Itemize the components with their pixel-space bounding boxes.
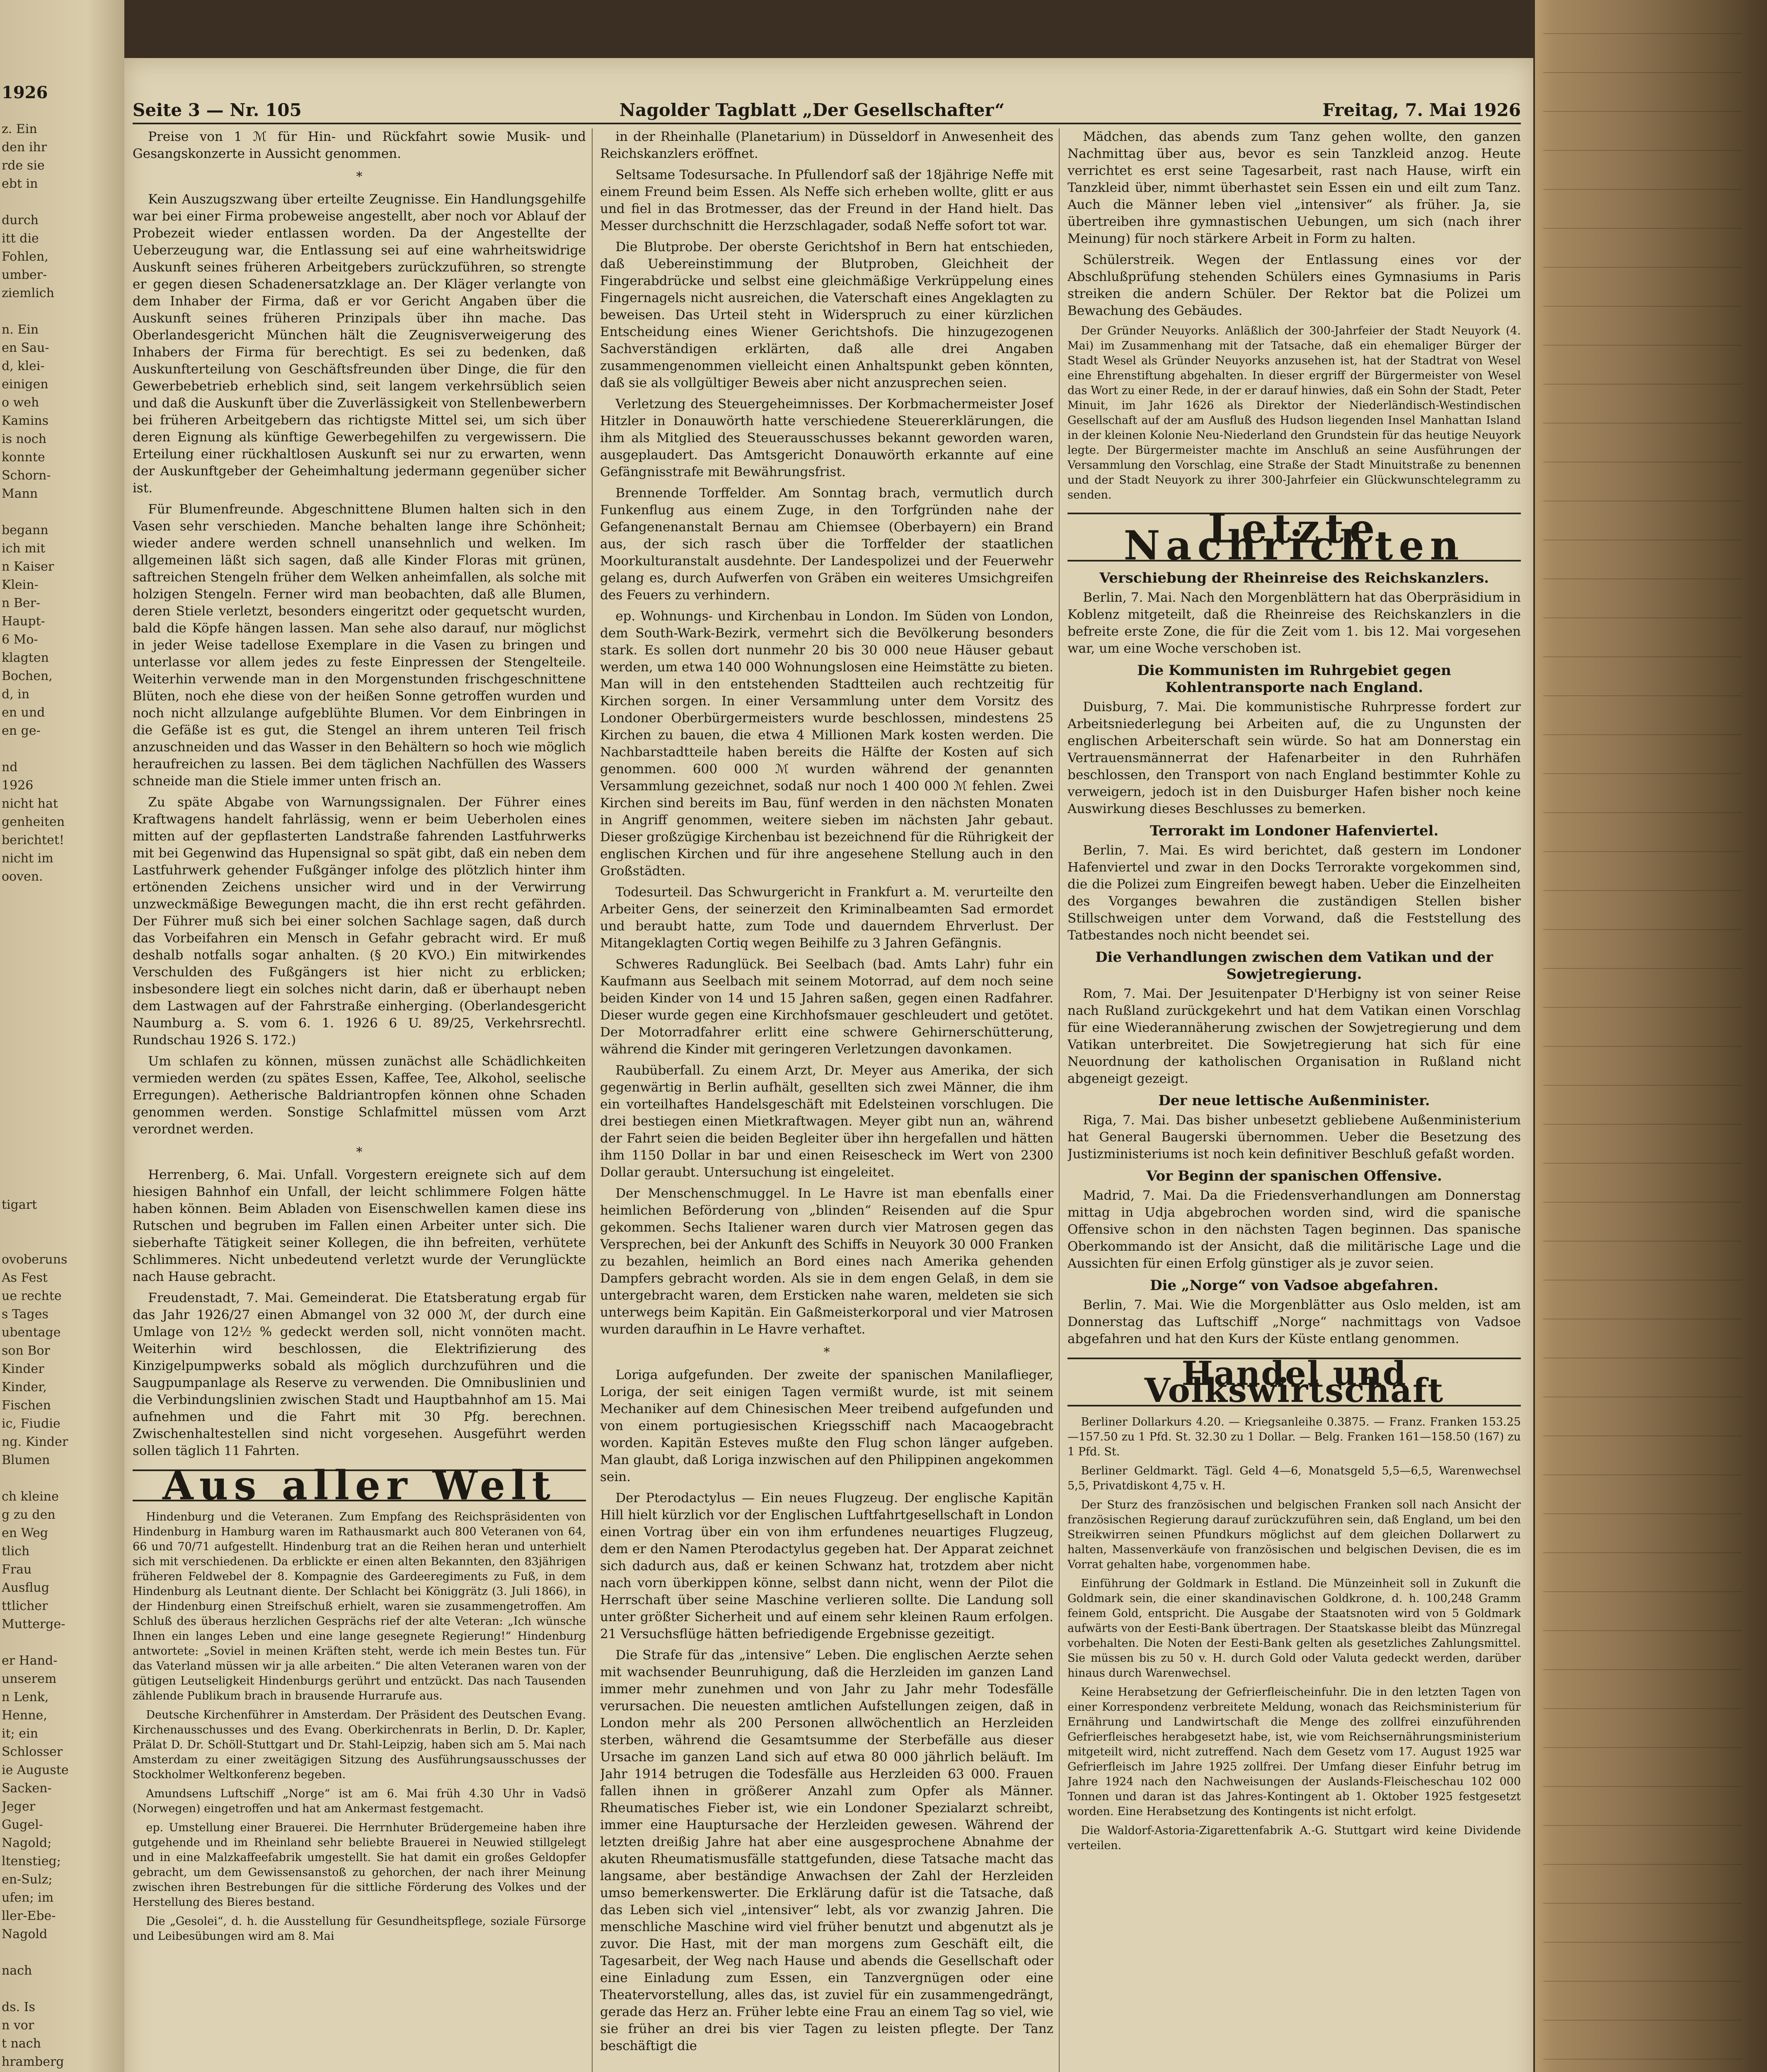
left-page-line: Kamins — [2, 414, 49, 428]
left-page-line: is noch — [2, 432, 47, 446]
page-edge-stripe — [1543, 1669, 1742, 1670]
page-edge-stripe — [1543, 656, 1742, 657]
page-edge-stripe — [1543, 33, 1742, 34]
left-page-line: n. Ein — [2, 322, 39, 337]
left-page-line: genheiten — [2, 815, 65, 829]
page-edge-stripe — [1543, 1708, 1742, 1709]
left-page-line: Klein- — [2, 578, 39, 592]
page-edge-stripe — [1543, 189, 1742, 190]
left-page-line — [2, 1032, 109, 1050]
left-page-line: begann — [2, 523, 48, 537]
news-headline: Die Kommunisten im Ruhrgebiet gegen Kohlentransporte nach England. — [1137, 662, 1451, 696]
header-date: Freitag, 7. Mai 1926 — [1322, 100, 1521, 120]
left-page-line: einigen — [2, 377, 48, 392]
left-page-line: Mutterge- — [2, 1617, 65, 1631]
economy-text: Die Waldorf-Astoria-Zigarettenfabrik A.-G. Stuttgart wird keine Dividende verteilen. — [1067, 1824, 1521, 1852]
page-edge-stripe — [1543, 1864, 1742, 1865]
page-edge-stripe — [1543, 890, 1742, 891]
left-page-line: d, klei- — [2, 359, 45, 373]
news-text: Madrid, 7. Mai. Da die Friedensverhandlungen am Donnerstag mittag in Udja abgebrochen worden sind, wird die spanische Offensive schon in den nächsten Tagen beginnen. Das spanische Oberkommando ist der Ansicht, daß die militärische Lage und die Aussichten für einen Erfolg günstiger als je zuvor seien. — [1067, 1188, 1521, 1271]
left-page-line — [2, 1141, 109, 1159]
left-page-line: ttlicher — [2, 1599, 48, 1613]
left-page-line: Fischen — [2, 1398, 51, 1413]
left-page-line: ovoberuns — [2, 1252, 68, 1267]
left-page-header: 1926 — [2, 83, 48, 102]
left-page-line: den ihr — [2, 140, 47, 155]
page-edge-stripe — [1543, 812, 1742, 813]
left-page-line: ds. Is — [2, 2000, 35, 2014]
article-text: in der Rheinhalle (Planetarium) in Düsseldorf in Anwesenheit des Reichskanzlers eröffnet. — [600, 129, 1053, 161]
page-edge-stripe — [1543, 851, 1742, 852]
left-page-line: rde sie — [2, 158, 45, 173]
page-edge-stripe — [1543, 423, 1742, 424]
article-steuergeheimnis: Verletzung des Steuergeheimnisses. Der Korbmachermeister Josef Hitzler in Donauwörth hatte verschiedene Steuererklärungen, die ihm als Mitglied des Steuerausschusses bekannt geworden waren, ausgeplaudert. Das Amtsgericht Donauwörth erkannte auf eine Gefängnisstrafe mit Bewährungsfrist. — [600, 397, 1053, 479]
economy-text: Keine Herabsetzung der Gefrierfleischeinfuhr. Die in den letzten Tagen von einer Korrespondenz verbreitete Meldung, wonach das Reichsministerium für Ernährung und Landwirtschaft die Menge des zollfrei einzuführenden Gefrierfleisches herabgesetzt habe, ist, wie vom Reichsernährungsministerium mitgeteilt wird, nicht zutreffend. Nach dem Gesetz vom 17. August 1925 war Gefrierfleisch im Jahre 1925 zollfrei. Der Umfang dieser Einfuhr betrug im Jahre 1924 nach den Nachweisungen der Auslands-Fleischeschau 102 000 Tonnen und daran ist das Jahres-Kontingent ab 1. Oktober 1925 festgesetzt worden. Eine Herabsetzung des Kontingents ist nicht erfolgt. — [1067, 1686, 1521, 1818]
left-page-line — [2, 1105, 109, 1123]
left-page-line: Nagold; — [2, 1836, 52, 1850]
left-page-line: 1926 — [2, 778, 34, 793]
left-page-line: n Ber- — [2, 596, 41, 610]
left-page-line — [2, 1178, 109, 1196]
left-page-line — [2, 1469, 109, 1488]
left-page-line: ller-Ebe- — [2, 1909, 56, 1923]
left-page-line: n Lenk, — [2, 1690, 49, 1704]
left-page-line: Blumen — [2, 1453, 50, 1467]
left-page-line: n Kaiser — [2, 559, 54, 574]
page-edge-stripe — [1543, 1513, 1742, 1514]
left-page-line: Jeger — [2, 1799, 36, 1814]
news-headline: Der neue lettische Außenminister. — [1158, 1092, 1430, 1109]
left-page-line: ufen; im — [2, 1890, 54, 1905]
left-page-line: en Weg — [2, 1526, 48, 1540]
page-edge-stripe — [1543, 968, 1742, 969]
article-kirchenfuehrer: Deutsche Kirchenführer in Amsterdam. Der Präsident des Deutschen Evang. Kirchenausschusses und des Evang. Oberkirchenrats in Berlin, D. Dr. Kapler, Prälat D. Dr. Schöll-Stuttgart und Dr. Stahl-Leipzig, haben sich am 5. Mai nach Amsterdam zu einer zweitägigen Sitzung des Ausführungsausschusses der Stockholmer Weltkonferenz begeben. — [133, 1709, 586, 1781]
page-edge-stripe — [1543, 345, 1742, 346]
article-todesurteil: Todesurteil. Das Schwurgericht in Frankfurt a. M. verurteilte den Arbeiter Gens, der seinerzeit den Kriminalbeamten Sad ermordet und beraubt hatte, zum Tode und dauerndem Ehrverlust. Der Mitangeklagten Cortiq wegen Beihilfe zu 3 Jahren Gefängnis. — [600, 885, 1053, 951]
article-kirchenbau-london: ep. Wohnungs- und Kirchenbau in London. Im Süden von London, dem South-Wark-Bezirk, vermehrt sich die Bevölkerung besonders stark. Es sollen dort nunmehr 20 bis 30 000 neue Häuser gebaut werden, um etwa 140 000 Wohnungslosen eine Heimstätte zu bieten. Man will in den entstehenden Stadtteilen auch rechtzeitig für Kirchen sorgen. In einer Versammlung unter dem Vorsitz des Londoner Oberbürgermeisters wurde beschlossen, mindestens 25 Kirchen zu bauen, die etwa 4 Millionen Mark kosten werden. Die Nachbarstadtteile haben bereits die Hälfte der Kosten auf sich genommen. 600 000 ℳ wurden während der genannten Versammlung gezeichnet, sodaß nur noch 1 400 000 ℳ fehlen. Zwei Kirchen sind bereits im Bau, fünf werden in den nächsten Monaten in Angriff genommen, weitere sieben im nächsten Jahr gebaut. Dieser großzügige Kirchenbau ist bezeichnend für die Rührigkeit der englischen Kirchen und für ihre angesehene Stellung auch in den Großstädten. — [600, 609, 1053, 879]
left-page-line: ic, Fiudie — [2, 1416, 61, 1431]
left-page-line: ziemlich — [2, 286, 54, 300]
news-text: Berlin, 7. Mai. Es wird berichtet, daß gestern im Londoner Hafenviertel und zwar in den Docks Terrorakte vorgekommen sind, die die Polizei zum Eingreifen bewegt haben. Ueber die Einzelheiten des Vorganges bewahren die zuständigen Stellen bisher Stillschweigen unter dem Vorwand, daß die Feststellung des Tatbestandes noch nicht beendet sei. — [1067, 843, 1521, 943]
left-page-line: Kinder, — [2, 1380, 47, 1394]
section-heading-letzte-nachrichten: Letzte Nachrichten — [1067, 513, 1521, 562]
page-edge-stripe — [1543, 773, 1742, 774]
left-page-fragments — [0, 0, 109, 2072]
left-page-line: ooven. — [2, 869, 43, 884]
left-page-line: 6 Mo- — [2, 632, 38, 647]
left-page-line: Schlosser — [2, 1745, 63, 1759]
page-edge-stripe — [1543, 734, 1742, 735]
left-page-line: ng. Kinder — [2, 1435, 68, 1449]
economy-text: Der Sturz des französischen und belgischen Franken soll nach Ansicht der französischen Regierung darauf zurückzuführen sein, daß England, um bei den Streikwirren seinen Pfundkurs möglichst auf dem gleichen Dollarwert zu halten, Massenverkäufe von französischen und belgischen Devisen, die es im Vorrat gehalten habe, vorgenommen habe. — [1067, 1498, 1521, 1571]
left-page-line: itt die — [2, 231, 39, 246]
left-page-line — [2, 959, 109, 977]
article-text: Preise von 1 ℳ für Hin- und Rückfahrt sowie Musik- und Gesangskonzerte in Aussicht genommen. — [133, 129, 586, 161]
economy-text: Einführung der Goldmark in Estland. Die Münzeinheit soll in Zukunft die Goldmark sein, die einer skandinavischen Goldkrone, d. h. 100,248 Gramm feinem Gold, entspricht. Die Ausgabe der Staatsnoten wird von 5 Goldmark aufwärts von der Eesti-Bank übertragen. Der Staatskasse bleibt das Münzregal vorbehalten. Die Noten der Eesti-Bank gelten als gesetzliches Zahlungsmittel. Sie müssen bis zu 50 v. H. durch Gold oder Valuta gedeckt werden, darüber hinaus durch Warenwechsel. — [1067, 1577, 1521, 1680]
page-edge-stripe — [1543, 150, 1742, 151]
article-brauerei: ep. Umstellung einer Brauerei. Die Herrnhuter Brüdergemeine haben ihre gutgehende und im Rheinland sehr beliebte Brauerei in Neuwied stillgelegt und in eine Malzkaffeefabrik umgestellt. Sie hat damit ein großes Geldopfer gebracht, um dem Gewissensanstoß zu gehorchen, der nach ihrer Meinung zwischen ihren Bestrebungen für die sittliche Förderung des Volkes und der Herstellung des Bieres bestand. — [133, 1821, 586, 1909]
page-edge-stripe — [1543, 929, 1742, 930]
book-binding-edge — [1535, 0, 1767, 2072]
left-page-line: en ge- — [2, 724, 41, 738]
header-page-number: Seite 3 — Nr. 105 — [133, 100, 302, 120]
adjacent-left-page — [0, 0, 124, 2072]
left-page-line: ebt in — [2, 177, 38, 191]
left-page-line: Nagold — [2, 1927, 48, 1941]
left-page-line: konnte — [2, 450, 45, 465]
page-edge-stripe — [1543, 1942, 1742, 1943]
left-page-line — [2, 941, 109, 959]
page-edge-stripe — [1543, 2059, 1742, 2060]
left-page-line — [2, 1159, 109, 1178]
left-page-line: Sacken- — [2, 1781, 52, 1796]
page-edge-stripe — [1543, 1786, 1742, 1787]
page-edge-stripe — [1543, 1124, 1742, 1125]
economy-text: Berliner Dollarkurs 4.20. — Kriegsanleihe 0.3875. — Franz. Franken 153.25—157.50 zu 1 Pfd. St. 32.30 zu 1 Dollar. — Belg. Franken 161—158.50 (167) zu 1 Pfd. St. — [1067, 1416, 1521, 1458]
left-page-line — [2, 904, 109, 922]
article-blutprobe: Die Blutprobe. Der oberste Gerichtshof in Bern hat entschieden, daß Uebereinstimmung der Blutproben, Gleichheit der Fingerabdrücke und selbst eine gleichmäßige Verkrüppelung eines Fingernagels nicht ausreichen, die Vaterschaft eines Angeklagten zu beweisen. Das Urteil steht in Widerspruch zu einer kürzlichen Entscheidung eines Wiener Gerichtshofs. Die hinzugezogenen Sachverständigen erklärten, daß alle drei Angaben zusammengenommen vielleicht einen Anhaltspunkt geben könnten, daß sie als vollgültiger Beweis aber nicht anzusprechen seien. — [600, 240, 1053, 390]
left-page-line — [2, 1123, 109, 1141]
left-page-line: Frau — [2, 1562, 32, 1577]
left-page-line: en und — [2, 705, 45, 720]
left-page-line: z. Ein — [2, 122, 37, 136]
article-herrenberg: Herrenberg, 6. Mai. Unfall. Vorgestern ereignete sich auf dem hiesigen Bahnhof ein Unfall, der leicht schlimmere Folgen hätte haben können. Beim Abladen von Eisenschwellen kamen diese ins Rutschen und begruben im Fallen einen Arbeiter unter sich. Die sieberhafte Tätigkeit seiner Kollegen, die ihn befreiten, verhütete Schlimmeres. Nicht unbedeutend verletzt wurde der Verunglückte nach Hause gebracht. — [133, 1167, 586, 1284]
article-pterodactylus: Der Pterodactylus — Ein neues Flugzeug. Der englische Kapitän Hill hielt kürzlich vor der Englischen Luftfahrtgesellschaft in London einen Vortrag über ein von ihm erfundenes neuartiges Flugzeug, dem er den Namen Pterodactylus gegeben hat. Der Apparat zeichnet sich dadurch aus, daß er keinen Schwanz hat, trotzdem aber nicht nach vorn überkippen könne, selbst dann nicht, wenn der Pilot die Herrschaft über seine Maschine verlieren sollte. Die Landung soll unter größter Sicherheit und auf einem sehr kleinen Raum erfolgen. 21 Versuchsflüge hätten befriedigende Ergebnisse gezeitigt. — [600, 1491, 1053, 1641]
news-text: Riga, 7. Mai. Das bisher unbesetzt gebliebene Außenministerium hat General Baugerski übernommen. Ueber die Besetzung des Justizministeriums ist noch kein definitiver Beschluß gefaßt worden. — [1067, 1113, 1521, 1162]
left-page-line: Ausflug — [2, 1581, 49, 1595]
left-page-line — [2, 1634, 109, 1652]
left-page-line: d, in — [2, 687, 30, 702]
left-page-line: ie Auguste — [2, 1763, 69, 1777]
left-page-line: it; ein — [2, 1726, 38, 1741]
page-edge-stripe — [1543, 72, 1742, 73]
left-page-line: Henne, — [2, 1708, 47, 1723]
article-gruender-neuyork: Der Gründer Neuyorks. Anläßlich der 300-Jahrfeier der Stadt Neuyork (4. Mai) im Zusammenhang mit der Tatsache, daß ein ehemaliger Bürger der Stadt Wesel als Gründer Neuyorks anzusehen ist, hat der Stadtrat von Wesel eine Ehrenstiftung abgehalten. In dieser ergriff der Bürgermeister von Wesel das Wort zu einer Rede, in der er darauf hinwies, daß ein Sohn der Stadt, Peter Minuit, im Jahr 1626 als Direktor der Niederländisch-Westindischen Gesellschaft auf der am Ausfluß des Hudson liegenden Insel Manhattan Island in der kleinen Kolonie Neu-Niederland den Grundstein für das heutige Neuyork legte. Der Bürgermeister machte im Anschluß an seine Ausführungen der Versammlung den Vorschlag, eine Straße der Stadt Minuitstraße zu benennen und der Stadt Neuyork zu ihrer 300-Jahrfeier ein Glückwunschtelegramm zu senden. — [1067, 324, 1521, 501]
article-freudenstadt: Freudenstadt, 7. Mai. Gemeinderat. Die Etatsberatung ergab für das Jahr 1926/27 einen Abmangel von 32 000 ℳ, der durch eine Umlage von 12½ % gedeckt werden soll, nicht vonnöten macht. Weiterhin wird beschlossen, die Elektrifizierung des Kinzigelpumpwerks sobald als möglich durchzuführen und die Saugpumpanlage als Reserve zu verwenden. Die Omnibuslinien und die Verbindungslinien zwischen Stadt und Hauptbahnhof am 15. Mai aufnehmen und die Fahrt mit 30 Pfg. berechnen. Zwischenhaltestellen sind nicht vorgesehen. Ausgeführt werden sollen täglich 11 Fahrten. — [133, 1290, 586, 1458]
left-page-line: nach — [2, 1963, 32, 1978]
economy-text: Berliner Geldmarkt. Tägl. Geld 4—6, Monatsgeld 5,5—6,5, Warenwechsel 5,5, Privatdiskont 4,75 v. H. — [1067, 1464, 1521, 1492]
page-edge-stripe — [1543, 1007, 1742, 1008]
news-headline: Vor Beginn der spanischen Offensive. — [1146, 1168, 1442, 1184]
left-page-line: durch — [2, 213, 39, 228]
column-2 — [600, 128, 1053, 2072]
news-headline: Terrorakt im Londoner Hafenviertel. — [1150, 823, 1439, 839]
newspaper-page — [124, 58, 1533, 2072]
article-radunglueck: Schweres Radunglück. Bei Seelbach (bad. Amts Lahr) fuhr ein Kaufmann aus Seelbach mit seinem Motorrad, auf dem noch seine beiden Kinder von 14 und 15 Jahren saßen, gegen einen Radfahrer. Dieser wurde gegen eine Kirchhofsmauer geschleudert und getötet. Der Motorradfahrer erlitt eine schwere Gehirnerschütterung, während die Kinder mit geringeren Verletzungen davonkamen. — [600, 957, 1053, 1057]
left-page-line: son Bor — [2, 1343, 50, 1358]
page-edge-stripe — [1543, 1046, 1742, 1047]
article-raubueberfall: Raubüberfall. Zu einem Arzt, Dr. Meyer aus Amerika, der sich gegenwärtig in Berlin aufhält, gesellten sich zwei Männer, die ihm ein vorteilhaftes Handelsgeschäft mit Edelsteinen vorschlugen. Die drei bestiegen einen Mietkraftwagen. Meyer gibt nun an, während der Fahrt seien die beiden Begleiter über ihn hergefallen und hätten ihm 1150 Dollar in bar und einen Reisescheck im Wert von 2300 Dollar geraubt. Untersuchung ist eingeleitet. — [600, 1063, 1053, 1180]
left-page-line: tlich — [2, 1544, 30, 1559]
left-page-line: ch kleine — [2, 1489, 59, 1504]
page-edge-stripe — [1543, 1202, 1742, 1203]
left-page-line — [2, 1068, 109, 1087]
page-edge-stripe — [1543, 1825, 1742, 1826]
left-page-line: tigart — [2, 1198, 37, 1212]
news-text: Berlin, 7. Mai. Wie die Morgenblätter aus Oslo melden, ist am Donnerstag das Luftschiff „Norge“ nachmittags von Vadsoe abgefahren und hat den Kurs der Küste entlang genommen. — [1067, 1297, 1521, 1346]
left-page-line: t nach — [2, 2036, 41, 2051]
left-page-line — [2, 1214, 109, 1232]
page-edge-stripe — [1543, 1981, 1742, 1982]
section-heading-aus-aller-welt: Aus aller Welt — [133, 1469, 586, 1501]
left-page-line: Bochen, — [2, 669, 53, 683]
page-edge-stripe — [1543, 111, 1742, 112]
page-edge-stripe — [1543, 1903, 1742, 1904]
left-page-line — [2, 995, 109, 1014]
article-gesolei: Die „Gesolei“, d. h. die Ausstellung für Gesundheitspflege, soziale Fürsorge und Leibesübungen wird am 8. Mai — [133, 1915, 586, 1943]
page-edge-stripe — [1543, 1474, 1742, 1475]
news-headline: Verschiebung der Rheinreise des Reichskanzlers. — [1099, 570, 1489, 586]
page-edge-stripe — [1543, 1630, 1742, 1631]
left-page-line — [2, 1014, 109, 1032]
separator: * — [823, 1345, 830, 1360]
news-headline: Die „Norge“ von Vadsoe abgefahren. — [1150, 1277, 1438, 1294]
news-text: Berlin, 7. Mai. Nach den Morgenblättern hat das Oberpräsidium in Koblenz mitgeteilt, daß die Rheinreise des Reichskanzlers in die befreite erste Zone, die für die Zeit vom 1. bis 12. Mai vorgesehen war, um eine Woche verschoben ist. — [1067, 590, 1521, 656]
page-edge-stripe — [1543, 384, 1742, 385]
left-page-line — [2, 303, 109, 321]
left-page-line: er Hand- — [2, 1653, 58, 1668]
left-page-line: ubentage — [2, 1325, 61, 1340]
article-torffelder: Brennende Torffelder. Am Sonntag brach, vermutlich durch Funkenflug aus einem Zuge, in den Torfgründen nahe der Gefangenenanstalt Bernau am Chiemsee (Oberbayern) ein Brand aus, der sich rasch über die Torffelder der staatlichen Moorkulturanstalt ausdehnte. Der Landespolizei und der Feuerwehr gelang es, durch Aufwerfen von Gräben ein weiteres Umsichgreifen des Feuers zu verhindern. — [600, 486, 1053, 603]
page-edge-stripe — [1543, 267, 1742, 268]
left-page-line: Schorn- — [2, 468, 51, 483]
left-page-line: unserem — [2, 1672, 57, 1686]
left-page-line: Mann — [2, 487, 38, 501]
article-norge: Amundsens Luftschiff „Norge“ ist am 6. Mai früh 4.30 Uhr in Vadsö (Norwegen) eingetroffen und hat am Ankermast festgemacht. — [133, 1787, 586, 1815]
page-edge-stripe — [1543, 1241, 1742, 1242]
left-page-line — [2, 503, 109, 521]
separator: * — [356, 169, 363, 184]
page-edge-stripe — [1543, 1747, 1742, 1748]
left-page-line — [2, 1050, 109, 1068]
page-edge-stripe — [1543, 695, 1742, 696]
left-page-line: ich mit — [2, 541, 46, 556]
article-schuelerstreik: Schülerstreik. Wegen der Entlassung eines vor der Abschlußprüfung stehenden Schülers eines Gymnasiums in Paris streiken die andern Schüler. Der Rektor bat die Polizei um Bewachung des Gebäudes. — [1067, 252, 1521, 318]
left-page-line — [2, 977, 109, 995]
article-loriga: Loriga aufgefunden. Der zweite der spanischen Manilaflieger, Loriga, der seit einigen Tagen vermißt wurde, ist mit seinem Mechaniker auf dem Chinesischen Meer treibend aufgefunden und von einem portugiesischen Kriegsschiff nach Macaogebracht worden. Kapitän Esteves mußte den Flug schon länger aufgeben. Man glaubt, daß Loriga inzwischen auf den Philippinen angekommen sein. — [600, 1368, 1053, 1484]
left-page-line: ue rechte — [2, 1289, 62, 1303]
left-page-line: hramberg — [2, 2055, 64, 2069]
article-text: Mädchen, das abends zum Tanz gehen wollte, den ganzen Nachmittag über aus, bevor es sein Tanzkleid anzog. Heute verrichtet es erst seine Tagesarbeit, rast nach Hause, wirft ein Tanzkleid über, nimmt überhastet sein Essen ein und eilt zum Tanz. Auch die Männer leben viel „intensiver“ als früher. Ja, sie übertreiben ihre gymnastischen Uebungen, um sich (nach ihrer Meinung) für noch stärkere Arbeit in Form zu halten. — [1067, 129, 1521, 246]
article-blumenfreunde: Für Blumenfreunde. Abgeschnittene Blumen halten sich in den Vasen sehr verschieden. Manche behalten lange ihre Schönheit; wieder andere werden schnell unansehnlich und welken. Im allgemeinen läßt sich sagen, daß alle Kinder Floras mit grünen, saftreichen Stengeln früher dem Welken anheimfallen, als solche mit holzigen Stengeln. Ferner wird man beobachten, daß alle Blumen, deren Stiele verletzt, besonders eingeritzt oder gequetscht wurden, bald die Köpfe hängen lassen. Man sehe also darauf, nur möglichst in jeder Weise tadellose Exemplare in die Vasen zu bringen und unterlasse vor allem jedes zu feste Einpressen der Stengelteile. Weiterhin verwende man in den Morgenstunden frischgeschnittene Blüten, noch ehe diese von der heißen Sonne getroffen wurden und noch nicht allzulange aufgeblühte Blumen. Vor dem Einbringen in die Gefäße ist es gut, die Stengel an ihrem unteren Teil frisch anzuschneiden und das Wasser in den Behältern so hoch wie möglich heraufreichen zu lassen. Bei dem täglichen Nachfüllen des Wassers schneide man die Stiele immer unten frisch an. — [133, 502, 586, 789]
left-page-line: nicht hat — [2, 796, 58, 811]
article-schlafen: Um schlafen zu können, müssen zunächst alle Schädlichkeiten vermieden werden (zu spätes Essen, Kaffee, Tee, Alkohol, seelische Erregungen). Aetherische Baldriantropfen können ohne Schaden genommen werden. Sonstige Schlafmittel müssen vom Arzt verordnet werden. — [133, 1054, 586, 1137]
article-zeugnisse: Kein Auszugszwang über erteilte Zeugnisse. Ein Handlungsgehilfe war bei einer Firma probeweise angestellt, aber noch vor Ablauf der Probezeit wieder entlassen worden. Da der Angestellte der Ueberzeugung war, die Entlassung sei auf eine wahrheitswidrige Auskunft seines früheren Arbeitgebers zurückzuführen, so strengte er gegen diesen Schadenersatzklage an. Der Kläger verlangte von dem Inhaber der Firma, daß er vor Gericht Angaben über die Auskunft seines früheren Prinzipals über ihn mache. Das Oberlandesgericht München hält die Zeugnisverweigerung des Inhabers der Firma für berechtigt. Es sei zu bedenken, daß Auskunfterteilung von Geschäftsfreunden über Dinge, die für den Gewerbebetrieb erheblich sind, seit langem verkehrsüblich seien und daß die Auskunft über die Zuverlässigkeit von Stellenbewerbern bei früheren Arbeitgebern das richtigste Mittel sei, um sich über deren Eignung als künftige Gewerbegehilfen zu vergewissern. Die Erteilung einer rückhaltlosen Auskunft sei nur zu erwarten, wenn der Auskunftgeber der Geheimhaltung jedermann gegenüber sicher ist. — [133, 192, 586, 496]
left-page-line: Haupt- — [2, 614, 45, 629]
article-hindenburg: Hindenburg und die Veteranen. Zum Empfang des Reichspräsidenten von Hindenburg in Hamburg waren im Rathausmarkt auch 800 Veteranen von 64, 66 und 70/71 aufgestellt. Hindenburg trat an die Reihen heran und unterhielt sich mit verschiedenen. Da erblickte er einen alten Bekannten, den 83jährigen früheren Feldwebel der 8. Kompagnie des Gardeeregiments zu Fuß, in dem Hindenburg als Leutnant diente. Der Schlacht bei Königgrätz (3. Juli 1866), in der Hindenburg einen Streifschuß erhielt, waren sie zusammengetroffen. Am Schluß des überaus herzlichen Gesprächs rief der alte Veteran: „Ich wünsche Ihnen ein langes Leben und eine lange gesegnete Regierung!“ Hindenburg antwortete: „Soviel in meinen Kräften steht, werde ich mein Bestes tun. Für das Vaterland müssen wir ja alle arbeiten.“ Die alten Veteranen waren von der gütigen Leutseligkeit Hindenburgs gerührt und entzückt. Das nach Tausenden zählende Publikum brach in brausende Hurrarufe aus. — [133, 1510, 586, 1702]
left-page-line: n vor — [2, 2018, 34, 2033]
left-page-line: en-Sulz; — [2, 1872, 53, 1887]
news-text: Rom, 7. Mai. Der Jesuitenpater D'Herbigny ist von seiner Reise nach Rußland zurückgekehrt und hat dem Vatikan einen Vorschlag für eine Wiederannäherung zwischen der Sowjetregierung und dem Vatikan unterbreitet. Die Sowjetregierung hat sich für eine Neuordnung der katholischen Organisation in Rußland nicht abgeneigt gezeigt. — [1067, 986, 1521, 1086]
left-page-line: Gugel- — [2, 1818, 43, 1832]
page-edge-stripe — [1543, 306, 1742, 307]
section-heading-handel: Handel und Volkswirtschaft — [1067, 1358, 1521, 1406]
left-page-line: klagten — [2, 651, 49, 665]
left-page-line: nicht im — [2, 851, 53, 866]
article-warnungssignale: Zu späte Abgabe von Warnungssignalen. Der Führer eines Kraftwagens handelt fahrlässig, wenn er beim Ueberholen eines mitten auf der gepflasterten Landstraße fahrenden Lastfuhrwerks mit bei Gegenwind das Hupensignal so spät gibt, daß ein neben dem Lastfuhrwerk gehender Fußgänger infolge des plötzlich hinter ihm ertönenden Zeichens unsicher wird und in der Verwirrung unzweckmäßige Bewegungen macht, die ihn erst recht gefährden. Der Führer muß sich bei einer solchen Sachlage sagen, daß durch das Vorbeifahren ein Mensch in Gefahr gebracht wird. Er muß deshalb notfalls sogar anhalten. (§ 20 KVO.) Ein mitwirkendes Verschulden des Fußgängers ist hier nicht zu erblicken; insbesondere liegt ein solches nicht darin, daß er überhaupt neben dem Lastwagen auf der Fahrstraße einherging. (Oberlandesgericht Naumburg a. S. vom 6. 1. 1926 6 U. 89/25, Verkehrsrechtl. Rundschau 1926 S. 172.) — [133, 795, 586, 1048]
article-todesursache: Seltsame Todesursache. In Pfullendorf saß der 18jährige Neffe mit einem Freund beim Essen. Als Neffe sich erheben wollte, glitt er aus und fiel in das Brotmesser, das der Freund in der Hand hielt. Das Messer durchschnitt die Herzschlagader, sodaß Neffe sofort tot war. — [600, 167, 1053, 233]
left-page-line — [2, 1944, 109, 1962]
left-page-line — [2, 922, 109, 941]
article-menschenschmuggel: Der Menschenschmuggel. In Le Havre ist man ebenfalls einer heimlichen Beförderung von „blinden“ Reisenden auf die Spur gekommen. Sechs Italiener waren durch vier Matrosen gegen das Versprechen, bei der Ankunft des Schiffs in Neuyork 30 000 Franken zu bezahlen, heimlich an Bord eines nach Amerika gehenden Dampfers gebracht worden. Als sie in dem engen Gelaß, in dem sie untergebracht waren, dem Ersticken nahe waren, meldeten sie sich unterwegs beim Kapitän. Ein Gaßmeisterkorporal und vier Matrosen wurden daraufhin in Le Havre verhaftet. — [600, 1186, 1053, 1337]
left-page-line — [2, 1232, 109, 1251]
page-edge-stripe — [1543, 1591, 1742, 1592]
left-page-line: en Sau- — [2, 341, 49, 355]
left-page-line: o weh — [2, 395, 39, 410]
left-page-line: As Fest — [2, 1271, 48, 1285]
left-page-line: nd — [2, 760, 18, 775]
page-edge-stripe — [1543, 2020, 1742, 2021]
column-1 — [133, 128, 586, 2072]
left-page-line: s Tages — [2, 1307, 48, 1322]
page-edge-stripe — [1543, 1552, 1742, 1553]
left-page-line: Fohlen, — [2, 249, 48, 264]
left-page-line: berichtet! — [2, 833, 64, 847]
left-page-line — [2, 886, 109, 904]
columns — [133, 128, 1521, 2072]
news-text: Duisburg, 7. Mai. Die kommunistische Ruhrpresse fordert zur Arbeitsniederlegung bei Arbeiten auf, die zu Ungunsten der englischen Arbeiterschaft sein würde. So hat am Donnerstag ein Vertrauensmännerrat der Hafenarbeiter in den Ruhrhäfen beschlossen, den Transport von nach England bestimmter Kohle zu verweigern, jedoch ist in den Duisburger Hafen bisher noch keine Auswirkung dieses Beschlusses zu bemerken. — [1067, 700, 1521, 816]
left-page-line — [2, 1087, 109, 1105]
left-page-line: ltenstieg; — [2, 1854, 61, 1869]
left-page-line — [2, 193, 109, 211]
page-edge-stripe — [1543, 228, 1742, 229]
separator: * — [356, 1145, 363, 1159]
page-edge-stripe — [1543, 1435, 1742, 1436]
page-edge-stripe — [1543, 617, 1742, 618]
left-page-line — [2, 1980, 109, 1998]
left-page-line — [2, 740, 109, 758]
article-intensives-leben: Die Strafe für das „intensive“ Leben. Die englischen Aerzte sehen mit wachsender Beunruhigung, daß die Herzleiden im ganzen Land immer mehr zunehmen und von Jahr zu Jahr mehr Todesfälle verursachen. Die neuesten amtlichen Aufstellungen zeigen, daß in London mehr als 200 Personen allwöchentlich an Herzleiden sterben, während die Gesamtsumme der Sterbefälle aus dieser Ursache im ganzen Land sich auf etwa 80 000 jährlich beläuft. Im Jahr 1914 betrugen die Todesfälle aus Herzleiden 63 000. Frauen fallen ihnen in größerer Anzahl zum Opfer als Männer. Rheumatisches Fieber ist, wie ein Londoner Spezialarzt schreibt, immer eine Hauptursache der Herzleiden gewesen. Während der letzten dreißig Jahre hat aber eine ausgesprochene Abnahme der akuten Rheumatismusfälle stattgefunden, diese Tatsache macht das langsame, aber beständige Anwachsen der Zahl der Herzleiden umso bemerkenswerter. Die Erklärung dafür ist die Tatsache, daß das Leben sich viel „intensiver“ lebt, als vor zwanzig Jahren. Die menschliche Maschine wird viel früher benutzt und abgenutzt als je zuvor. Die Hast, mit der man morgens zum Geschäft eilt, die Tagesarbeit, der Weg nach Hause und abends die Gesellschaft oder eine Einladung zum Essen, ein Tanzvergnügen oder eine Theatervorstellung, alles das, ist zuviel für ein zusammengedrängt, gerade das Herz an. Früher lebte eine Frau an einem Tag so viel, wie sie früher an drei bis vier Tagen zu leisten pflegte. Der Tanz beschäftigt die — [600, 1648, 1053, 2053]
news-headline: Die Verhandlungen zwischen dem Vatikan und der Sowjetregierung. — [1095, 949, 1493, 983]
left-page-line: umber- — [2, 268, 47, 282]
column-3 — [1067, 128, 1521, 2072]
page-edge-stripe — [1543, 1163, 1742, 1164]
left-page-line: g zu den — [2, 1508, 56, 1522]
page-edge-stripe — [1543, 1085, 1742, 1086]
header-masthead: Nagolder Tagblatt „Der Gesellschafter“ — [619, 100, 1005, 120]
left-page-line: Kinder — [2, 1362, 44, 1376]
page-header — [133, 87, 1521, 124]
